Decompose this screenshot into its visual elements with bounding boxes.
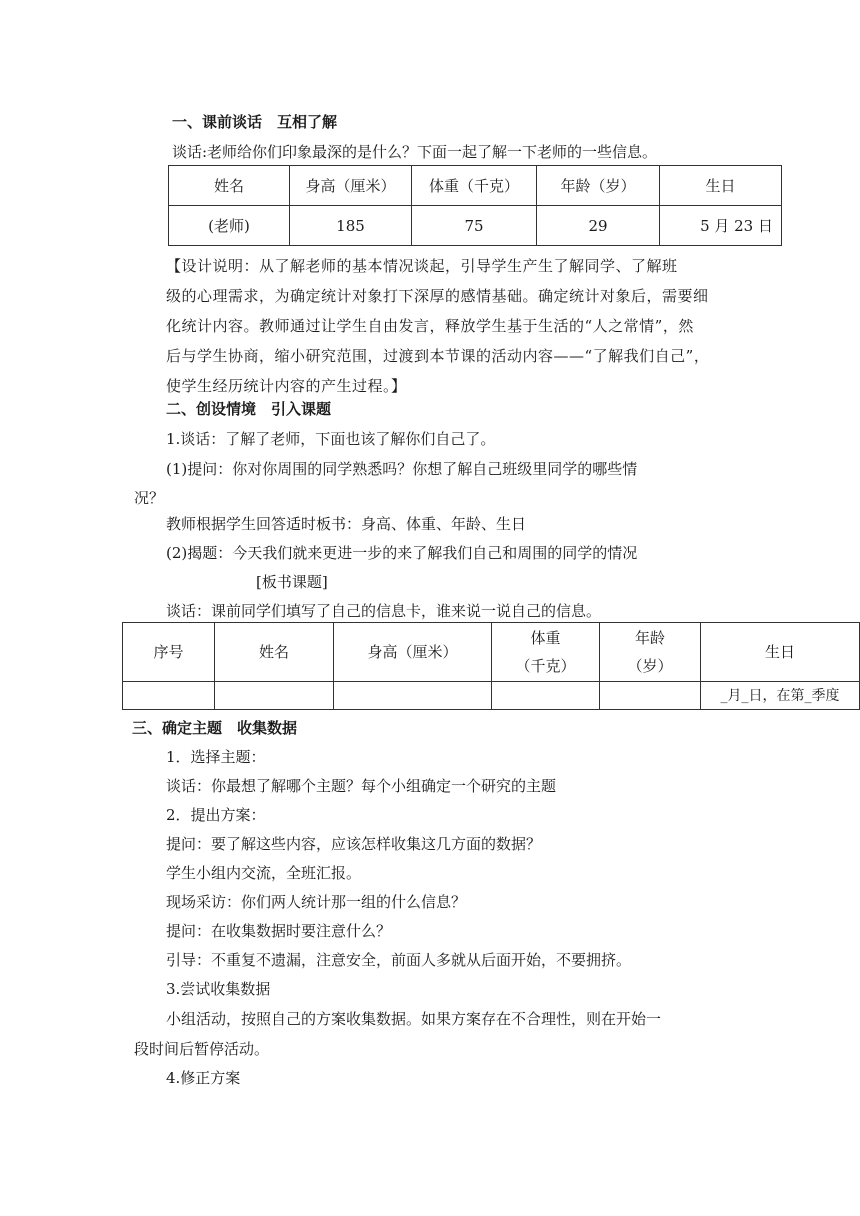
section2-heading: 二、创设情境 引入课题 [166,400,332,418]
header-name: 姓名 [215,623,334,682]
header-name: 姓名 [169,166,290,206]
cell-birthday: 5 月 23 日 [660,206,782,246]
student-info-table [122,622,860,710]
paragraph: 4.修正方案 [166,1069,241,1087]
header-birthday: 生日 [701,623,860,682]
header-seq: 序号 [123,623,215,682]
design-note-line: 使学生经历统计内容的产生过程。】 [166,377,407,395]
header-birthday: 生日 [660,166,782,206]
paragraph: 3.尝试收集数据 [166,980,271,998]
header-age-line2: （岁） [627,656,673,675]
paragraph: 提问：要了解这些内容，应该怎样收集这几方面的数据？ [166,835,542,853]
paragraph: 学生小组内交流，全班汇报。 [166,864,362,882]
cell-empty [123,681,215,709]
paragraph: 段时间后暂停活动。 [134,1040,270,1058]
header-weight: 体重（千克） [412,166,537,206]
section3-heading: 三、确定主题 收集数据 [132,719,298,737]
header-height: 身高（厘米） [334,623,492,682]
paragraph: 2．提出方案： [166,806,266,824]
paragraph: 谈话：你最想了解哪个主题？每个小组确定一个研究的主题 [166,777,557,795]
paragraph: 1．选择主题： [166,748,266,766]
paragraph: 况？ [134,489,165,507]
cell-weight: 75 [412,206,537,246]
cell-age: 29 [537,206,660,246]
cell-name: (老师) [169,206,290,246]
cell-empty [492,681,600,709]
design-note-line: 化统计内容。教师通过让学生自由发言，释放学生基于生活的“人之常情”，然 [166,317,694,335]
paragraph: (2)揭题：今天我们就来更进一步的来了解我们自己和周围的同学的情况 [166,544,638,562]
design-note [166,251,776,401]
header-weight [492,623,600,682]
paragraph: 教师根据学生回答适时板书：身高、体重、年龄、生日 [166,515,527,533]
cell-height: 185 [290,206,412,246]
teacher-info-table [168,165,782,246]
paragraph: 1.谈话：了解了老师，下面也该了解你们自己了。 [166,430,496,448]
section1-heading: 一、课前谈话 互相了解 [172,113,338,131]
cell-empty [600,681,701,709]
cell-empty [215,681,334,709]
design-note-line: 后与学生协商，缩小研究范围，过渡到本节课的活动内容——“了解我们自己”， [166,347,710,365]
board-title-note: [板书课题] [256,573,328,591]
header-age-line1: 年龄 [634,628,665,647]
header-age: 年龄（岁） [537,166,660,206]
cell-birthday-template: _月_日，在第_季度 [701,681,860,709]
paragraph: (1)提问：你对你周围的同学熟悉吗？你想了解自己班级里同学的哪些情 [166,460,638,478]
section1-talk: 谈话:老师给你们印象最深的是什么？下面一起了解一下老师的一些信息。 [172,143,658,161]
cell-empty [334,681,492,709]
design-note-line: 【设计说明：从了解老师的基本情况谈起，引导学生产生了解同学、了解班 [166,257,678,275]
header-height: 身高（厘米） [290,166,412,206]
paragraph: 谈话：课前同学们填写了自己的信息卡，谁来说一说自己的信息。 [166,602,602,620]
header-weight-line1: 体重 [530,628,561,647]
paragraph: 小组活动，按照自己的方案收集数据。如果方案存在不合理性，则在开始一 [166,1010,662,1028]
paragraph: 引导：不重复不遗漏，注意安全，前面人多就从后面开始，不要拥挤。 [166,951,632,969]
design-note-line: 级的心理需求，为确定统计对象打下深厚的感情基础。确定统计对象后，需要细 [166,287,709,305]
paragraph: 现场采访：你们两人统计那一组的什么信息？ [166,893,467,911]
paragraph: 提问：在收集数据时要注意什么？ [166,922,392,940]
header-age [600,623,701,682]
header-weight-line2: （千克） [515,656,576,675]
